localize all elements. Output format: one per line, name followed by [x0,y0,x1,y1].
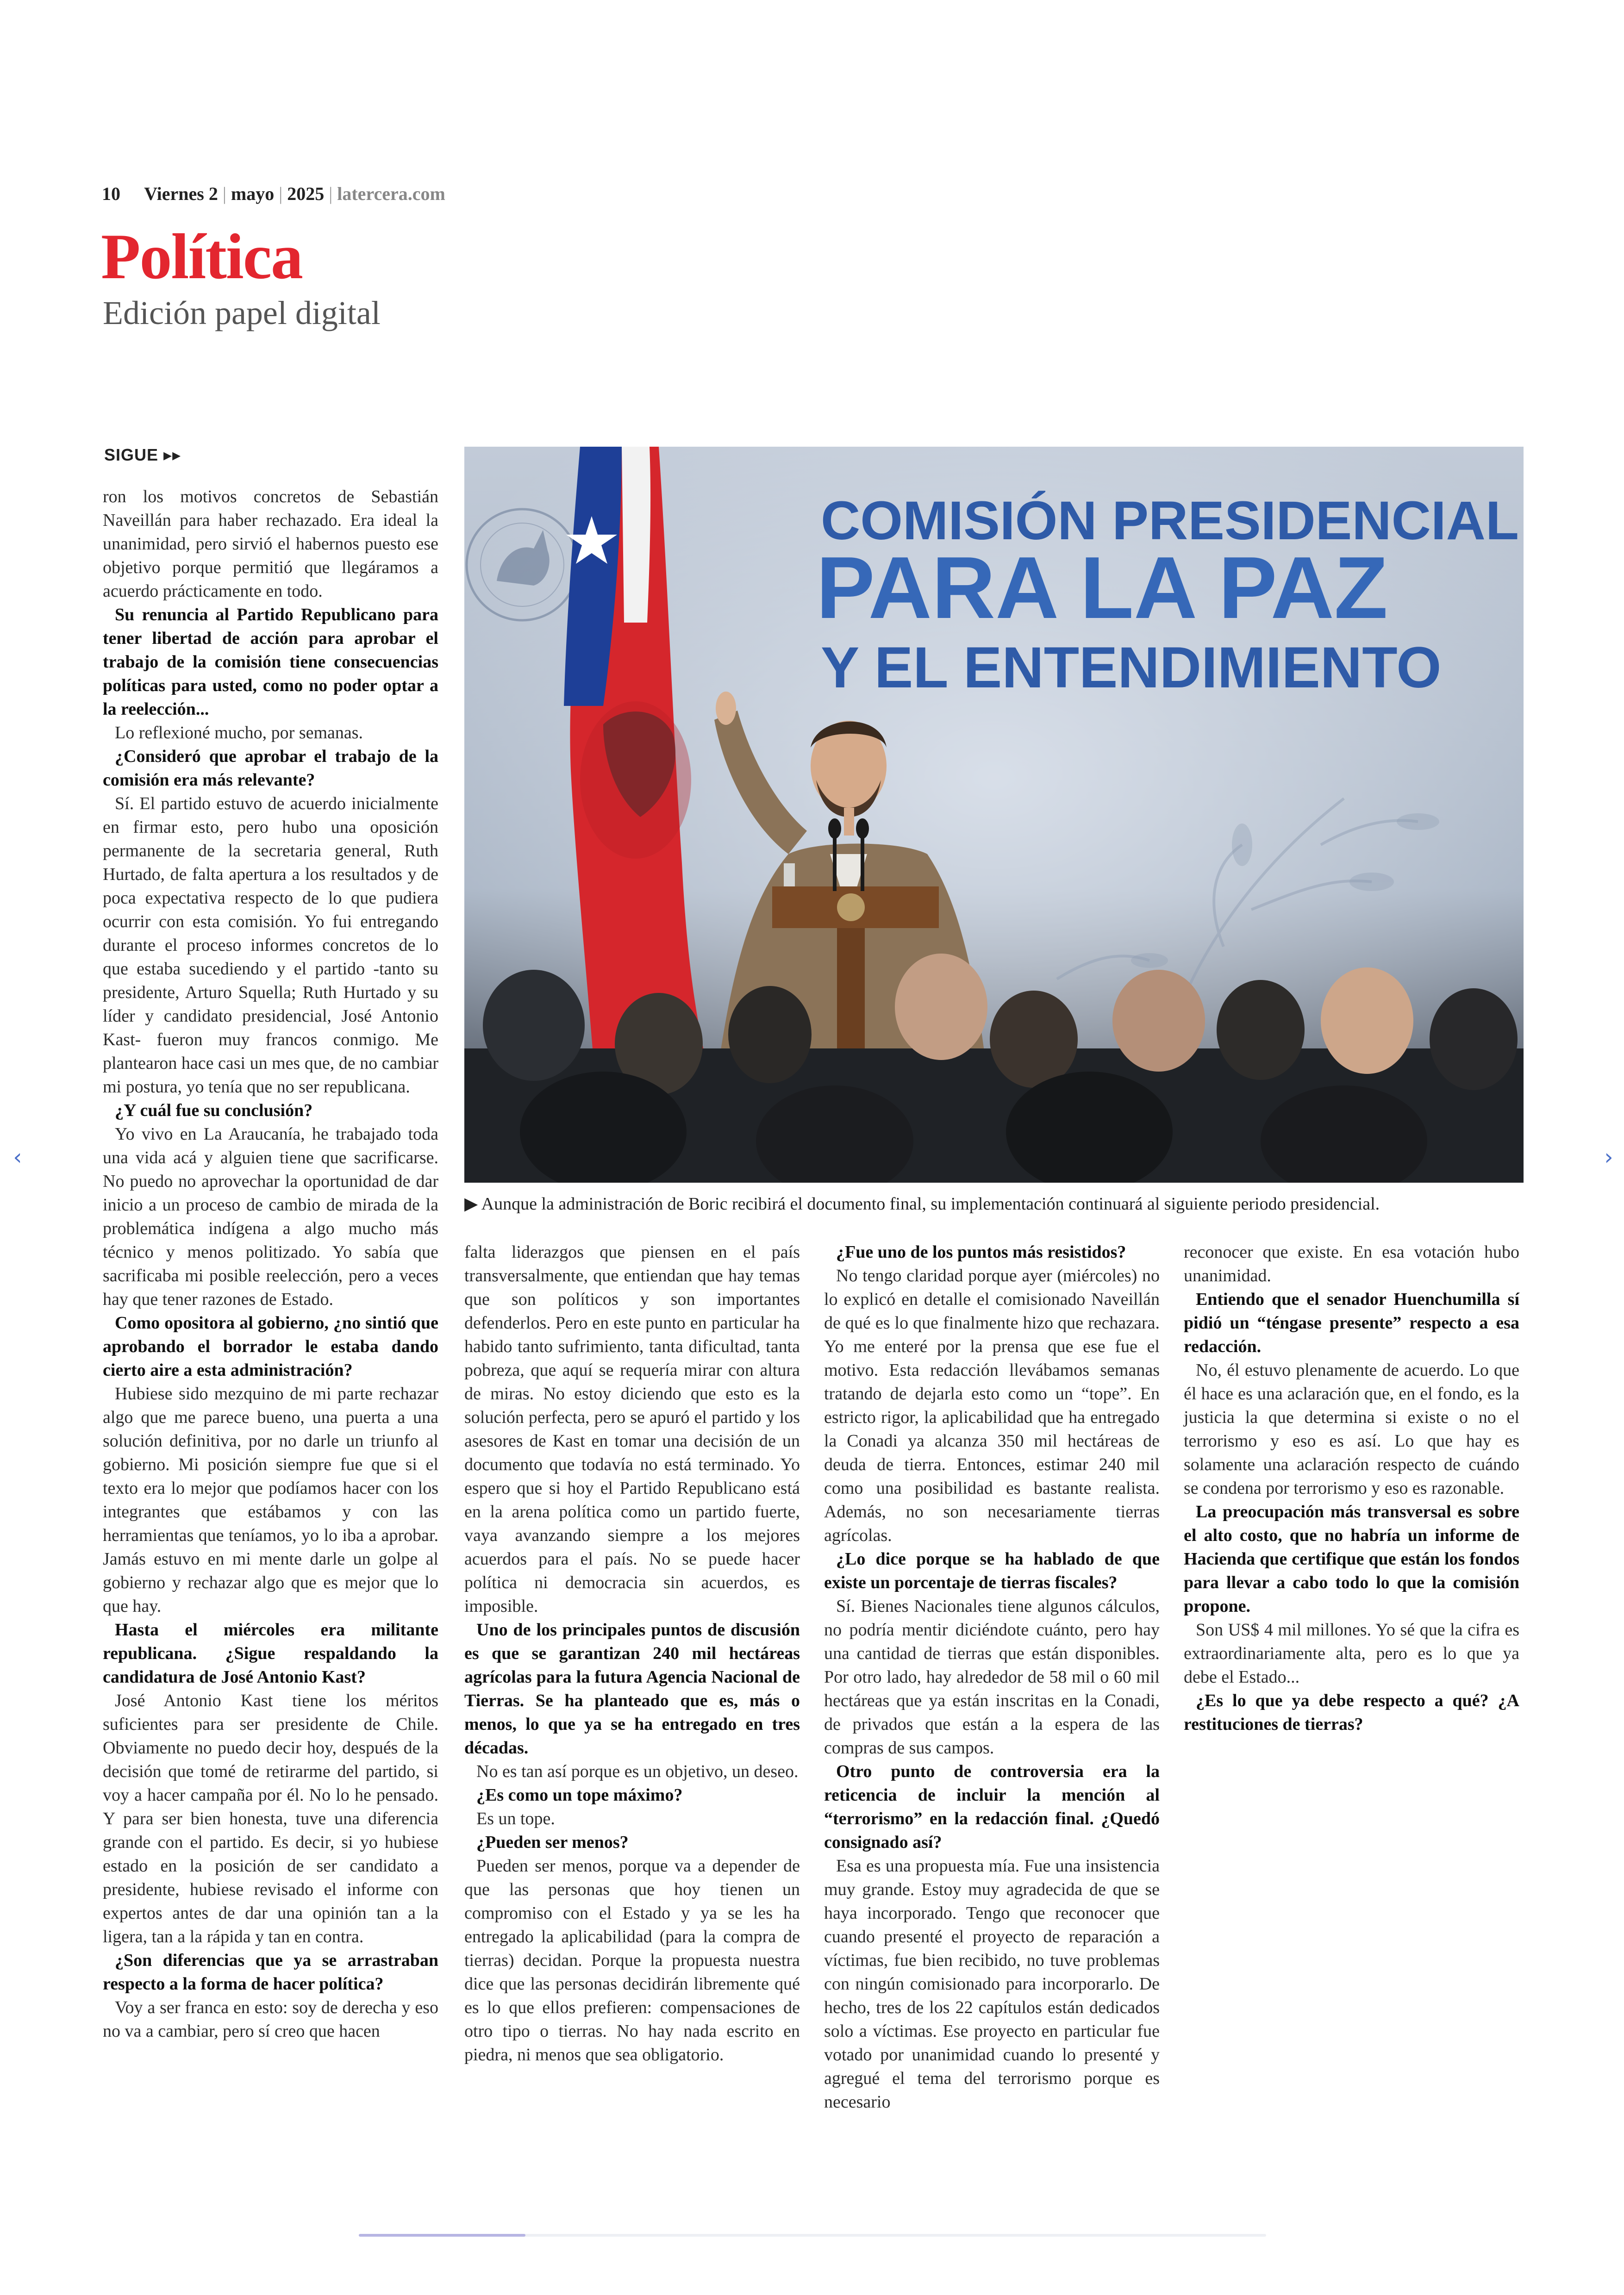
article-paragraph: No, él estuvo plenamente de acuerdo. Lo que él hace es una aclaración que, en el fondo, es la justicia la que determina si existe o no el terrorismo y eso es así. Lo que hay es solamente una aclaración respecto de cuándo se condena por terrorismo y eso es razonable. [1184,1360,1519,1498]
interview-question: Como opositora al gobierno, ¿no sintió que aprobando el borrador le estaba dando cierto aire a esta administración? [103,1313,438,1380]
interview-question: ¿Pueden ser menos? [476,1833,629,1852]
interview-question: ¿Lo dice porque se ha hablado de que existe un porcentaje de tierras fiscales? [824,1549,1160,1592]
article-column-2 [464,1241,800,2067]
article-paragraph: Esa es una propuesta mía. Fue una insistencia muy grande. Estoy muy agradecida de que se haya incorporado. Tengo que reconocer que cuando presenté el proyecto de reparación a víctimas, fue bien recibido, no tuve problemas con ningún comisionado para incorporarlo. De hecho, tres de los 22 capítulos están dedicados solo a víctimas. Ese proyecto en particular fue votado por unanimidad cuando lo presenté y agregué el tema del terrorismo porque es necesario [824,1856,1160,2112]
article-paragraph: Sí. Bienes Nacionales tiene algunos cálculos, no podría mentir diciéndote cuánto, pero hay una cantidad de tierras que están disponibles. Por otro lado, hay alrededor de 58 mil o 60 mil hectáreas que ya están inscritas en la Conadi, de privados que están a la espera de las compras de sus campos. [824,1597,1160,1758]
article-column-4 [1184,1241,1519,1736]
article-paragraph: reconocer que existe. En esa votación hubo unanimidad. [1184,1242,1519,1285]
article-paragraph: Yo vivo en La Araucanía, he trabajado toda una vida acá y alguien tiene que sacrificarse. No puedo no aprovechar la oportunidad de dar inicio a un proceso de cambio de mirada de la problemática indígena a algo mucho más técnico y menos politizado. Yo sabía que sacrificaba mi posible reelección, pero a veces hay que tener razones de Estado. [103,1124,438,1309]
header-separator: | [279,183,283,204]
page-header [102,183,445,205]
banner-line-2: PARA LA PAZ [816,539,1388,637]
interview-question: ¿Son diferencias que ya se arrastraban respecto a la forma de hacer política? [103,1951,438,1994]
scrollbar-thumb[interactable] [359,2234,525,2237]
continued-marker: SIGUE ▸▸ [104,445,181,464]
banner-line-3: Y EL ENTENDIMIENTO [821,636,1442,700]
article-paragraph: No es tan así porque es un objetivo, un deseo. [476,1762,799,1781]
interview-question: ¿Es lo que ya debe respecto a qué? ¿A restituciones de tierras? [1184,1691,1519,1734]
interview-question: ¿Consideró que aprobar el trabajo de la comisión era más relevante? [103,747,438,790]
interview-question: Otro punto de controversia era la reticencia de incluir la mención al “terrorismo” en la redacción final. ¿Quedó consignado así? [824,1762,1160,1852]
interview-question: ¿Y cuál fue su conclusión? [115,1101,313,1120]
interview-question: ¿Es como un tope máximo? [476,1785,683,1805]
article-paragraph: Voy a ser franca en esto: soy de derecha y eso no va a cambiar, pero sí creo que hacen [103,1998,438,2041]
article-paragraph: Hubiese sido mezquino de mi parte rechazar algo que me parece bueno, una puerta a una solución definitiva, por no darle un triunfo al gobierno. Mi posición siempre fue que si el texto era lo mejor que podíamos hacer con los integrantes que estábamos y con las herramientas que teníamos, yo lo iba a aprobar. Jamás estuvo en mi mente darle un golpe al gobierno y rechazar algo que es mejor que lo que hay. [103,1384,438,1616]
article-paragraph: ron los motivos concretos de Sebastián Naveillán para haber rechazado. Era ideal la unanimidad, pero sirvió el habernos puesto ese objetivo porque permitió que llegáramos a acuerdo prácticamente en todo. [103,487,438,601]
header-month: mayo [231,183,275,204]
header-separator: | [329,183,333,204]
article-paragraph: Es un tope. [476,1809,555,1828]
article-photo [464,447,1524,1183]
header-year: 2025 [287,183,325,204]
article-column-3 [824,1241,1160,2114]
next-page-icon[interactable]: › [1604,1144,1613,1170]
photo-caption: ▶ Aunque la administración de Boric recibirá el documento final, su implementación continuará al siguiente periodo presidencial. [464,1194,1380,1214]
section-subtitle: Edición papel digital [103,294,381,331]
interview-question: Hasta el miércoles era militante republicana. ¿Sigue respaldando la candidatura de José Antonio Kast? [103,1620,438,1687]
article-paragraph: Sí. El partido estuvo de acuerdo inicialmente en firmar esto, pero hubo una oposición permanente de la secretaria general, Ruth Hurtado, de falta apertura a los resultados y de poca expectativa respecto de lo que pudiera ocurrir con esta comisión. Yo fui entregando durante el proceso informes concretos de lo que estaba sucediendo y el partido -tanto su presidente, Arturo Squella; Ruth Hurtado y su líder y candidato presidencial, José Antonio Kast- fueron muy francos conmigo. Me plantearon hace casi un mes que, de no cambiar mi postura, yo tenía que no ser republicana. [103,794,438,1097]
article-column-1 [103,485,438,2043]
previous-page-icon[interactable]: ‹ [13,1144,22,1170]
header-separator: | [222,183,226,204]
article-paragraph: Lo reflexioné mucho, por semanas. [115,723,363,742]
interview-question: ¿Fue uno de los puntos más resistidos? [836,1242,1126,1262]
interview-question: Entiendo que el senador Huenchumilla sí pidió un “téngase presente” respecto a esa redacción. [1184,1290,1519,1356]
article-paragraph: José Antonio Kast tiene los méritos suficientes para ser presidente de Chile. Obviamente no puedo decir hoy, después de la decisión que tomé de retirarme del partido, si voy a hacer campaña por él. No lo he pensado. Y para ser bien honesta, tuve una diferencia grande con el partido. Es decir, si yo hubiese estado en la posición de ser candidato a presidente, hubiese revisado el informe con expertos antes de dar una opinión tan a la ligera, tan a la rápida y tan en contra. [103,1691,438,1946]
article-paragraph: falta liderazgos que piensen en el país transversalmente, que entiendan que hay temas que son políticos y son importantes defenderlos. Pero en este punto en particular ha habido tanto sufrimiento, tanta dificultad, tanta pobreza, que aquí se requería mirar con altura de miras. No estoy diciendo que esto es la solución perfecta, pero se apuró el partido y los asesores de Kast en tomar una decisión de un documento que todavía no está terminado. Yo espero que si hoy el Partido Republicano está en la arena política como un partido fuerte, vaya avanzando siempre a los mejores acuerdos para el país. No se puede hacer política ni democracia sin acuerdos, es imposible. [464,1242,800,1616]
page-scrollbar[interactable] [359,2234,1266,2237]
interview-question: Uno de los principales puntos de discusión es que se garantizan 240 mil hectáreas agrícolas para la futura Agencia Nacional de Tierras. Se ha planteado que es, más o menos, lo que ya se ha entregado en tres décadas. [464,1620,800,1758]
section-title: Política [101,221,302,293]
article-paragraph: Son US$ 4 mil millones. Yo sé que la cifra es extraordinariamente alta, pero es lo que ya debe el Estado... [1184,1620,1519,1687]
header-day: Viernes 2 [144,183,218,204]
page-number: 10 [102,183,120,204]
banner-line-1: COMISIÓN PRESIDENCIAL [821,490,1519,551]
header-site-link[interactable]: latercera.com [337,183,445,204]
article-paragraph: Pueden ser menos, porque va a depender de que las personas que hoy tienen un compromiso con el Estado y ya se les ha entregado la aplicabilidad (para la compra de tierras) decidan. Porque la propuesta nuestra dice que las personas decidirán libremente qué es lo que ellos prefieren: compensaciones de otro tipo o tierras. No hay nada escrito en piedra, ni menos que sea obligatorio. [464,1856,800,2064]
interview-question: La preocupación más transversal es sobre el alto costo, que no habría un informe de Hacienda que certifique que están los fondos para llevar a cabo todo lo que la comisión propone. [1184,1502,1519,1616]
article-paragraph: No tengo claridad porque ayer (miércoles) no lo explicó en detalle el comisionado Naveillán de qué es lo que finalmente hizo que rechazara. Yo me enteré por la prensa que ese fue el motivo. Esta redacción llevábamos semanas tratando de dejarla esto como un “tope”. En estricto rigor, la aplicabilidad que ha entregado la Conadi ya alcanza 350 mil hectáreas de deuda de tierra. Entonces, estimar 240 mil como una posibilidad es bastante realista. Además, no son necesariamente tierras agrícolas. [824,1266,1160,1545]
interview-question: Su renuncia al Partido Republicano para tener libertad de acción para aprobar el trabajo de la comisión tiene consecuencias políticas para usted, como no poder optar a la reelección... [103,605,438,719]
